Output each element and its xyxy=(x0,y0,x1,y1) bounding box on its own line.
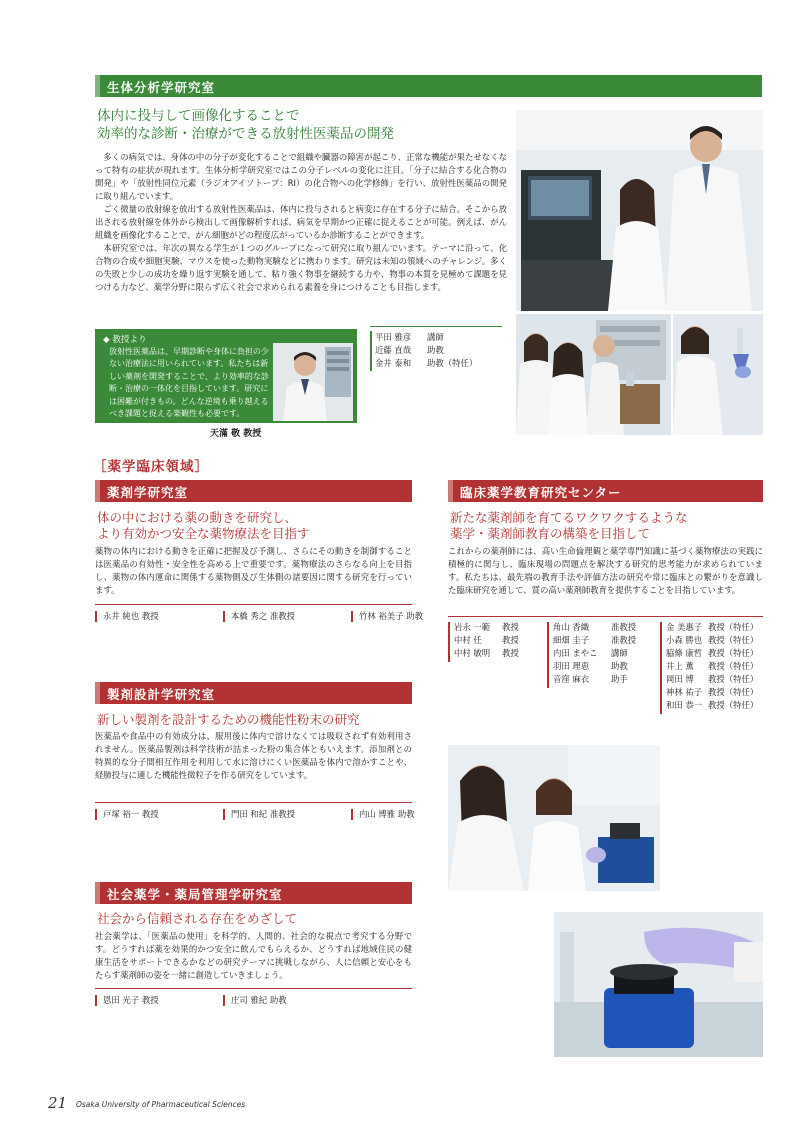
staff-entry: 金井 泰和 助教（特任） xyxy=(375,358,478,369)
staff-entry: 中村 敏明 教授 xyxy=(454,648,519,659)
lab-photo-researchers xyxy=(448,745,660,891)
staff-entry: 小森 勝也 教授（特任） xyxy=(666,635,759,646)
staff-entry: 角山 香織 准教授 xyxy=(553,622,637,632)
center-staff-col2 xyxy=(553,621,636,686)
lab-photo-pipette xyxy=(673,314,763,435)
formulation-staff-rule xyxy=(95,802,412,803)
staff-entry: 竹林 裕美子 助教 xyxy=(351,610,423,622)
footer-school-name: Osaka University of Pharmaceutical Sciences xyxy=(76,1100,246,1109)
center-col2-bar xyxy=(547,622,549,688)
center-catch-line1: 新たな薬剤師を育てるワクワクするような xyxy=(450,510,688,525)
bio-catchcopy xyxy=(97,108,507,143)
staff-entry: 内田 まやこ 講師 xyxy=(553,648,628,659)
section-header-bio: 生体分析学研究室 xyxy=(95,75,762,97)
formulation-body-text: 医薬品や食品中の有効成分は、服用後に体内で溶けなくては吸収されず有効利用されません。医薬品製剤は科学技術が詰まった粉の集合体ともいえます。添加剤との特異的な分子間相互作用を利用して水に溶けにくい医薬品を体内で溶かすことや、経肺投与に適した機能性微粒子を作る研究をしています。 xyxy=(95,731,412,781)
bio-staff-rule xyxy=(370,326,502,327)
staff-entry: 永井 純也 教授 xyxy=(95,610,205,622)
center-catchcopy xyxy=(450,510,763,543)
page-number: 21 xyxy=(48,1094,68,1112)
pharmaceutics-catchcopy xyxy=(97,510,412,543)
lab-photo-group xyxy=(516,314,671,435)
staff-entry: 内山 博雅 助教 xyxy=(351,808,415,820)
center-col3-bar xyxy=(660,622,662,714)
section-header-clinical-center: 臨床薬学教育研究センター xyxy=(448,480,763,502)
pharmaceutics-staff-rule xyxy=(95,604,412,605)
formulation-catchcopy: 新しい製剤を設計するための機能性粉末の研究 xyxy=(97,712,360,727)
section-header-social: 社会薬学・薬局管理学研究室 xyxy=(95,882,412,904)
staff-entry: 庄司 雅紀 助教 xyxy=(223,994,287,1006)
pharmaceutics-catch-line1: 体の中における薬の動きを研究し、 xyxy=(97,510,298,525)
professor-message-title: ◆ 教授より xyxy=(103,335,147,345)
social-body-text: 社会薬学は、「医薬品の使用」を科学的、人間的、社会的な視点で考究する分野です。どうすれば薬を効果的かつ安全に飲んでもらえるか、どうすれば地域住民の健康生活をサポートできるかなどの研究テーマに挑戦しながら、人に信頼と安心をもたらす薬剤師の姿を一緒に創造していきましょう。 xyxy=(95,931,412,981)
staff-entry: 脇條 康哲 教授（特任） xyxy=(666,648,759,659)
staff-entry: 平田 雅彦 講師 xyxy=(375,332,444,342)
bio-paragraph: ごく微量の放射線を放出する放射性医薬品は、体内に投与されると病変に存在する分子に結合。そこから放出される放射線を体外から検出して画像解析すれば、病気を早期かつ正確に捉えることが可能。例えば、がん組織を画像化することで、がん細胞がどの程度広がっているか診断することができます。 xyxy=(95,204,507,241)
staff-entry: 金 美惠子 教授（特任） xyxy=(666,622,759,632)
bio-paragraph: 多くの病気では、身体の中の分子が変化することで組織や臓器の障害が起こり、正常な機能が果たせなくなって特有の症状が現れます。生体分析学研究室ではこの分子レベルの変化に注目。「分子に結合する化合物の開発」や「放射性同位元素（ラジオアイソトープ：RI）の化合物への化学修飾」を行い、放射性医薬品の開発に取り組んでいます。 xyxy=(95,152,507,202)
center-staff-col1 xyxy=(454,621,519,660)
section-header-formulation: 製剤設計学研究室 xyxy=(95,682,412,704)
center-catch-line2: 薬学・薬剤師教育の構築を目指して xyxy=(450,526,651,542)
staff-entry: 門田 和紀 准教授 xyxy=(223,808,333,820)
center-col1-bar xyxy=(448,622,450,662)
bio-staff-list xyxy=(375,331,477,370)
staff-entry: 本橋 秀之 准教授 xyxy=(223,610,333,622)
staff-entry: 井上 薫 教授（特任） xyxy=(666,661,759,672)
staff-entry: 音窪 麻衣 助手 xyxy=(553,674,628,685)
pharmaceutics-staff-list xyxy=(95,610,441,622)
staff-entry: 近藤 直哉 助教 xyxy=(375,345,444,356)
bio-staff-bar xyxy=(370,331,372,371)
bio-paragraph: 本研究室では、年次の異なる学生が１つのグループになって研究に取り組んでいます。テーマに沿って、化合物の合成や細胞実験、マウスを使った動物実験などに携わります。研究は未知の領域へのチャレンジ。多くの失敗と少しの成功を繰り返す実験を通して、粘り強く物事を継続する力や、物事の本質を見極めて課題を見つける力など、薬学分野に限らず広く社会で求められる素養を身につけることも目指します。 xyxy=(95,243,507,293)
bio-body-text xyxy=(95,151,507,294)
bio-catch-line2: 効率的な診断・治療ができる放射性医薬品の開発 xyxy=(97,125,394,142)
social-catchcopy: 社会から信頼される存在をめざして xyxy=(97,911,298,926)
staff-entry: 戸塚 裕一 教授 xyxy=(95,808,205,820)
center-body-text: これからの薬剤師には、高い生命倫理観と薬学専門知識に基づく薬物療法の実践に積極的に関与し、臨床現場の問題点を解決する研究的思考能力が求められています。私たちは、最先端の教育手法や評価方法の研究や常に臨床との繋がりを意識した臨床研究を通して、質の高い薬剤師教育を提供することを目指しています。 xyxy=(448,546,763,596)
professor-message-text: 放射性医薬品は、早期診断や身体に負担の少ない治療法に用いられています。私たちは新しい薬剤を開発することで、より効率的な診断・治療の一体化を目指しています。研究には困難が付きもの。どんな逆境も乗り越えるべき課題と捉える楽観性も必要です。 xyxy=(109,347,269,418)
staff-entry: 和田 恭一 教授（特任） xyxy=(666,700,759,711)
social-staff-rule xyxy=(95,988,412,989)
staff-entry: 岩永 一範 教授 xyxy=(454,622,519,632)
center-staff-col3 xyxy=(666,621,758,712)
staff-entry: 細畑 圭子 准教授 xyxy=(553,635,637,646)
professor-message-box xyxy=(95,329,357,423)
pharmaceutics-body-text: 薬物の体内における動きを正確に把握及び予測し、さらにその動きを制御することは医薬品の有効性・安全性を高める上で重要です。薬物療法のさらなる向上を目指し、薬物の体内運命に関係する薬物側及び生体側の諸要因に関する研究を行っています。 xyxy=(95,546,412,596)
lab-photo-main xyxy=(516,110,763,311)
staff-entry: 中村 任 教授 xyxy=(454,635,519,646)
pharmaceutics-catch-line2: より有効かつ安全な薬物療法を目指す xyxy=(97,526,310,542)
formulation-staff-list xyxy=(95,808,433,820)
staff-entry: 恩田 光子 教授 xyxy=(95,994,205,1006)
bio-catch-line1: 体内に投与して画像化することで xyxy=(97,108,300,124)
staff-entry: 岡田 博 教授（特任） xyxy=(666,674,759,685)
clinical-area-heading: ［薬学臨床領域］ xyxy=(93,459,209,475)
staff-entry: 羽田 理恵 助教 xyxy=(553,661,628,672)
staff-entry: 神林 祐子 教授（特任） xyxy=(666,687,759,698)
center-staff-rule xyxy=(448,616,763,617)
section-header-pharmaceutics: 薬剤学研究室 xyxy=(95,480,412,502)
lab-photo-device xyxy=(554,912,763,1057)
social-staff-list xyxy=(95,994,305,1006)
professor-photo xyxy=(273,343,353,421)
professor-name: 天滿 敬 教授 xyxy=(210,429,262,439)
